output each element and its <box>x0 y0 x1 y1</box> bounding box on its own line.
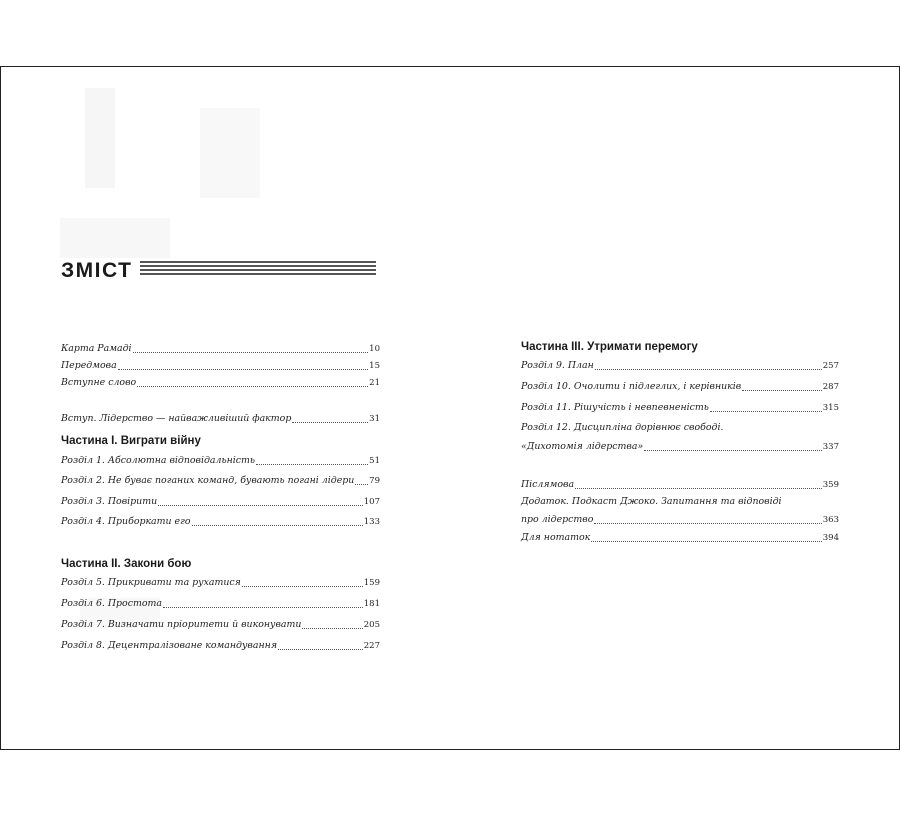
entry-page-number: 337 <box>822 442 839 452</box>
heading-rule-lines <box>140 261 376 277</box>
toc-entry-appendix-line-1[interactable]: Додаток. Подкаст Джоко. Запитання та відповіді <box>521 496 782 507</box>
toc-entry-chapter-12-line-1[interactable]: Розділ 12. Дисципліна дорівнює свободі. <box>521 422 724 433</box>
entry-page-number: 181 <box>363 599 380 609</box>
part-1-title[interactable]: Частина І. Виграти війну <box>61 435 201 447</box>
toc-entry-foreword[interactable] <box>61 360 380 372</box>
toc-entry-chapter-5[interactable] <box>61 577 380 589</box>
dot-leader <box>742 390 822 391</box>
toc-entry-map[interactable] <box>61 343 380 355</box>
entry-page-number: 159 <box>363 578 380 588</box>
entry-page-number: 257 <box>822 361 839 371</box>
dot-leader <box>158 505 363 506</box>
entry-page-number: 133 <box>363 517 380 527</box>
entry-page-number: 315 <box>822 403 839 413</box>
entry-title: Карта Рамаді <box>61 343 132 354</box>
dot-leader <box>256 464 368 465</box>
entry-title: Розділ 5. Прикривати та рухатися <box>61 577 241 588</box>
entry-title: Вступ. Лідерство — найважливіший фактор <box>61 413 292 424</box>
toc-entry-chapter-10[interactable] <box>521 381 839 393</box>
toc-entry-chapter-7[interactable] <box>61 619 380 631</box>
dot-leader <box>594 523 821 524</box>
dot-leader <box>133 352 369 353</box>
toc-entry-notes[interactable] <box>521 532 839 544</box>
entry-title: Розділ 9. План <box>521 360 594 371</box>
toc-entry-afterword[interactable] <box>521 479 839 491</box>
entry-title: про лідерство <box>521 514 594 525</box>
dot-leader <box>355 484 368 485</box>
entry-page-number: 394 <box>822 533 839 543</box>
dot-leader <box>192 525 363 526</box>
entry-title: Розділ 8. Децентралізоване командування <box>61 640 278 651</box>
toc-entry-chapter-6[interactable] <box>61 598 380 610</box>
dot-leader <box>242 586 363 587</box>
dot-leader <box>710 411 822 412</box>
entry-title: Розділ 7. Визначати пріоритети й виконувати <box>61 619 302 630</box>
entry-title: Розділ 2. Не буває поганих команд, бувають погані лідери <box>61 475 355 486</box>
entry-title: Розділ 11. Рішучість і невпевненість <box>521 402 709 413</box>
dot-leader <box>118 369 368 370</box>
entry-page-number: 15 <box>369 361 380 371</box>
entry-title: «Дихотомія лідерства» <box>521 441 644 452</box>
entry-title: Розділ 1. Абсолютна відповідальність <box>61 455 256 466</box>
toc-entry-preface[interactable] <box>61 377 380 389</box>
toc-entry-intro[interactable] <box>61 413 380 425</box>
toc-entry-chapter-4[interactable] <box>61 516 380 528</box>
entry-title: Післямова <box>521 479 575 490</box>
entry-page-number: 227 <box>363 641 380 651</box>
entry-page-number: 205 <box>363 620 380 630</box>
faded-background-illustration <box>60 78 310 638</box>
entry-page-number: 21 <box>369 378 380 388</box>
entry-page-number: 363 <box>822 515 839 525</box>
entry-title: Для нотаток <box>521 532 591 543</box>
toc-entry-chapter-8[interactable] <box>61 640 380 652</box>
entry-page-number: 107 <box>363 497 380 507</box>
dot-leader <box>595 369 822 370</box>
entry-title: Передмова <box>61 360 117 371</box>
entry-title: Розділ 6. Простота <box>61 598 162 609</box>
part-2-title[interactable]: Частина ІІ. Закони бою <box>61 558 192 570</box>
toc-entry-chapter-2[interactable] <box>61 475 380 487</box>
dot-leader <box>644 450 822 451</box>
entry-page-number: 10 <box>369 344 380 354</box>
toc-entry-chapter-3[interactable] <box>61 496 380 508</box>
toc-entry-chapter-12[interactable] <box>521 441 839 453</box>
dot-leader <box>591 541 822 542</box>
toc-heading: ЗМІСТ <box>61 259 133 282</box>
entry-title: Вступне слово <box>61 377 137 388</box>
dot-leader <box>137 386 368 387</box>
entry-page-number: 79 <box>369 476 380 486</box>
toc-entry-chapter-11[interactable] <box>521 402 839 414</box>
entry-page-number: 31 <box>369 414 380 424</box>
entry-page-number: 51 <box>369 456 380 466</box>
entry-page-number: 287 <box>822 382 839 392</box>
dot-leader <box>292 422 368 423</box>
entry-page-number: 359 <box>822 480 839 490</box>
toc-entry-chapter-9[interactable] <box>521 360 839 372</box>
toc-entry-chapter-1[interactable] <box>61 455 380 467</box>
entry-title: Розділ 3. Повірити <box>61 496 158 507</box>
dot-leader <box>302 628 362 629</box>
dot-leader <box>163 607 363 608</box>
toc-entry-appendix[interactable] <box>521 514 839 526</box>
entry-title: Розділ 4. Приборкати его <box>61 516 191 527</box>
part-3-title[interactable]: Частина ІІІ. Утримати перемогу <box>521 341 698 353</box>
entry-title: Розділ 10. Очолити і підлеглих, і керівників <box>521 381 742 392</box>
dot-leader <box>278 649 363 650</box>
dot-leader <box>575 488 822 489</box>
